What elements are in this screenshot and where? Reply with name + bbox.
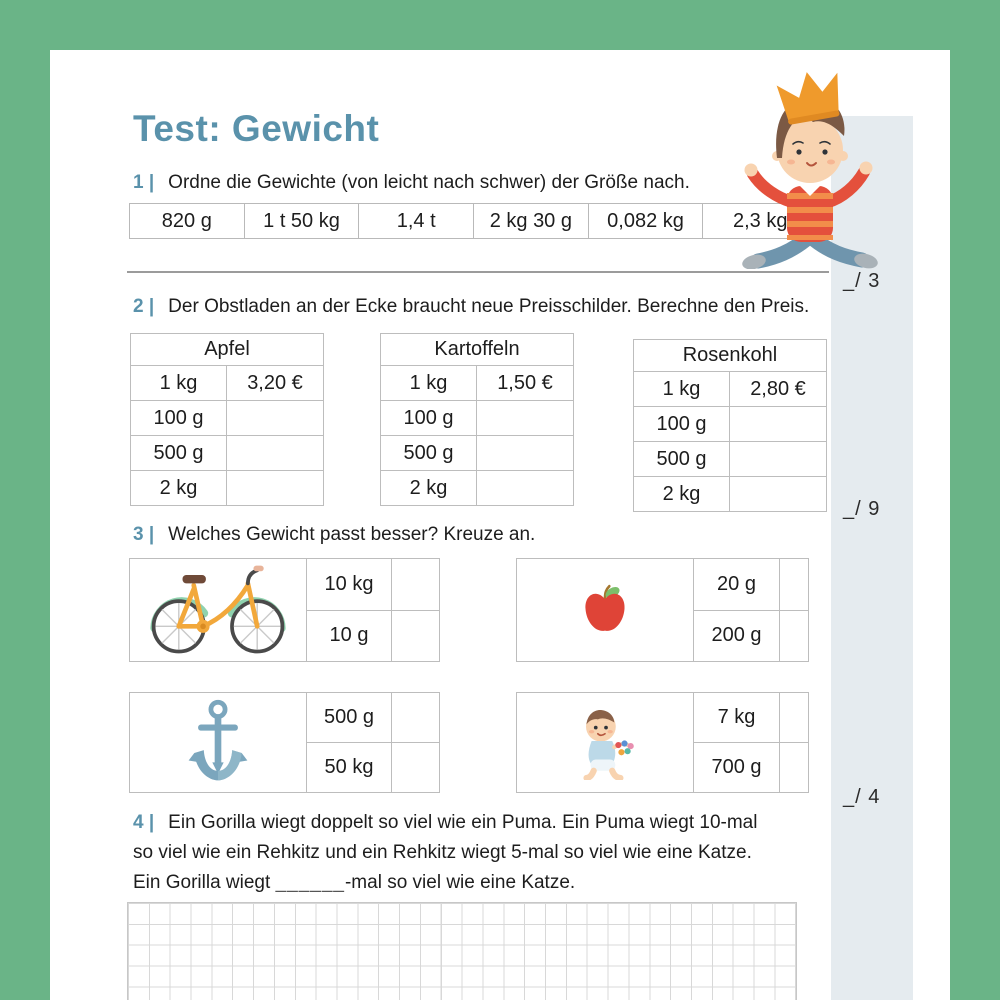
price-table-apfel (130, 333, 324, 506)
working-grid[interactable] (127, 902, 797, 1000)
q1-answer-line[interactable] (127, 271, 829, 273)
price-cell: 1,50 € (497, 371, 553, 394)
price-cell: 2,80 € (750, 377, 806, 400)
amount-cell: 2 kg (381, 471, 477, 505)
amount-cell: 500 g (634, 442, 730, 476)
page-title: Test: Gewicht (133, 108, 380, 149)
boy-with-crown-illustration (740, 64, 880, 269)
price-cell: 3,20 € (247, 371, 303, 394)
price-answer-cell[interactable] (227, 436, 323, 470)
amount-cell: 100 g (381, 401, 477, 435)
price-table-title: Apfel (131, 334, 323, 366)
weight-option: 10 kg (307, 559, 392, 610)
q1-score-label: _/ 3 (843, 270, 881, 292)
checkbox-cell[interactable] (392, 559, 439, 610)
amount-cell: 1 kg (634, 372, 730, 406)
checkbox-cell[interactable] (392, 611, 439, 662)
checkbox-cell[interactable] (780, 611, 808, 662)
price-table-title: Kartoffeln (381, 334, 573, 366)
match-table-bicycle (129, 558, 440, 662)
q4-prompt-line1 (133, 812, 757, 834)
q3-score-label: _/ 4 (843, 786, 881, 808)
amount-cell: 1 kg (381, 366, 477, 400)
q2-text: Der Obstladen an der Ecke braucht neue Preisschilder. Berechne den Preis. (168, 296, 810, 317)
q3-prompt (133, 524, 535, 546)
q4-prompt-line3 (133, 872, 575, 894)
price-table-rosenkohl (633, 339, 827, 512)
q1-number: 1 | (133, 172, 155, 193)
weight-cell: 1,4 t (359, 204, 474, 238)
weight-option: 50 kg (307, 743, 392, 792)
weight-cell: 2,3 kg (732, 209, 788, 232)
q1-text: Ordne die Gewichte (von leicht nach schwer) der Größe nach. (168, 172, 690, 193)
q1-weights-table (129, 203, 818, 239)
price-answer-cell[interactable] (730, 477, 826, 511)
amount-cell: 1 kg (131, 366, 227, 400)
q4-text-line3-prefix: Ein Gorilla wiegt (133, 872, 276, 893)
q2-number: 2 | (133, 296, 155, 317)
q4-text-line1: Ein Gorilla wiegt doppelt so viel wie ein Puma. Ein Puma wiegt 10-mal (168, 812, 758, 833)
price-answer-cell[interactable] (227, 401, 323, 435)
weight-cell: 820 g (130, 204, 245, 238)
match-table-anchor (129, 692, 440, 793)
weight-option: 20 g (694, 559, 780, 610)
checkbox-cell[interactable] (780, 559, 808, 610)
q4-prompt-line2 (133, 842, 752, 864)
checkbox-cell[interactable] (392, 693, 439, 742)
amount-cell: 500 g (381, 436, 477, 470)
price-answer-cell[interactable] (730, 442, 826, 476)
bicycle-icon (130, 559, 307, 661)
baby-icon (517, 693, 694, 792)
price-table-title: Rosenkohl (634, 340, 826, 372)
anchor-icon (130, 693, 307, 792)
amount-cell: 500 g (131, 436, 227, 470)
q3-text: Welches Gewicht passt besser? Kreuze an. (168, 524, 536, 545)
q3-number: 3 | (133, 524, 155, 545)
checkbox-cell[interactable] (392, 743, 439, 792)
q2-score-label: _/ 9 (843, 498, 881, 520)
q1-prompt (133, 172, 690, 194)
q4-text-line2: so viel wie ein Rehkitz und ein Rehkitz wiegt 5-mal so viel wie eine Katze. (133, 842, 752, 863)
price-answer-cell[interactable] (477, 471, 573, 505)
weight-option: 10 g (307, 611, 392, 662)
match-table-baby (516, 692, 809, 793)
match-table-apple (516, 558, 809, 662)
amount-cell: 100 g (634, 407, 730, 441)
price-table-kartoffeln (380, 333, 574, 506)
weight-cell: 2 kg 30 g (474, 204, 589, 238)
weight-cell: 0,082 kg (589, 204, 704, 238)
weight-cell: 1 t 50 kg (245, 204, 360, 238)
amount-cell: 2 kg (131, 471, 227, 505)
weight-option: 7 kg (694, 693, 780, 742)
q2-prompt (133, 296, 809, 318)
weight-option: 500 g (307, 693, 392, 742)
price-answer-cell[interactable] (730, 407, 826, 441)
checkbox-cell[interactable] (780, 693, 808, 742)
price-answer-cell[interactable] (227, 471, 323, 505)
apple-icon (517, 559, 694, 661)
checkbox-cell[interactable] (780, 743, 808, 792)
weight-option: 200 g (694, 611, 780, 662)
q4-answer-blank[interactable]: ______ (275, 872, 345, 893)
weight-option: 700 g (694, 743, 780, 792)
amount-cell: 2 kg (634, 477, 730, 511)
amount-cell: 100 g (131, 401, 227, 435)
q4-number: 4 | (133, 812, 155, 833)
price-answer-cell[interactable] (477, 401, 573, 435)
price-answer-cell[interactable] (477, 436, 573, 470)
q4-text-line3-suffix: -mal so viel wie eine Katze. (344, 872, 576, 893)
